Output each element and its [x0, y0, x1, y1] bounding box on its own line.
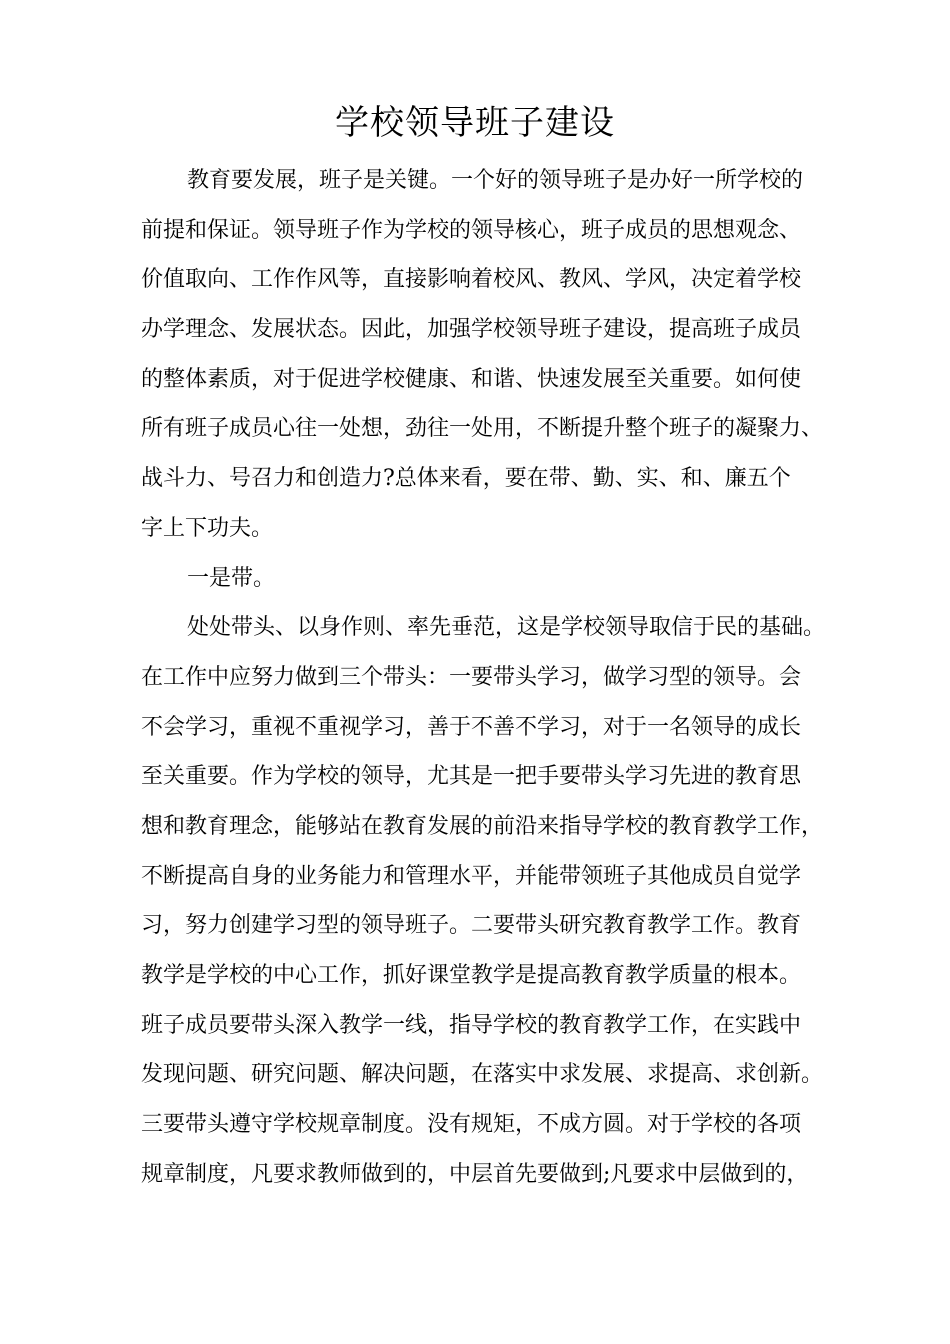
section-heading: 一是带。: [187, 565, 276, 591]
document-body: [141, 156, 831, 1199]
text-line: 办学理念、发展状态。因此，加强学校领导班子建设，提高班子成员: [141, 317, 802, 343]
text-line: 价值取向、工作作风等，直接影响着校风、教风、学风，决定着学校: [141, 267, 802, 293]
text-line: 班子成员要带头深入教学一线，指导学校的教育教学工作，在实践中: [141, 1012, 802, 1038]
text-line: 三要带头遵守学校规章制度。没有规矩，不成方圆。对于学校的各项: [141, 1112, 802, 1138]
text-line: 教学是学校的中心工作，抓好课堂教学是提高教育教学质量的根本。: [141, 963, 802, 988]
text-line: 不断提高自身的业务能力和管理水平，并能带领班子其他成员自觉学: [141, 863, 802, 889]
document-title: 学校领导班子建设: [335, 103, 615, 143]
text-line: 的整体素质，对于促进学校健康、和谐、快速发展至关重要。如何使: [141, 366, 802, 392]
text-line: 习，努力创建学习型的领导班子。二要带头研究教育教学工作。教育: [141, 913, 802, 939]
text-line: 不会学习，重视不重视学习，善于不善不学习，对于一名领导的成长: [141, 714, 802, 740]
text-line: 规章制度，凡要求教师做到的，中层首先要做到;凡要求中层做到的，: [141, 1161, 809, 1187]
text-line: 发现问题、研究问题、解决问题，在落实中求发展、求提高、求创新。: [141, 1062, 824, 1088]
text-line: 字上下功夫。: [141, 515, 274, 541]
text-line: 教育要发展，班子是关键。一个好的领导班子是办好一所学校的: [187, 168, 804, 193]
text-line: 想和教育理念，能够站在教育发展的前沿来指导学校的教育教学工作，: [141, 813, 824, 839]
text-line: 至关重要。作为学校的领导，尤其是一把手要带头学习先进的教育思: [141, 764, 802, 790]
text-line: 战斗力、号召力和创造力?总体来看，要在带、勤、实、和、廉五个: [141, 466, 791, 492]
text-line: 前提和保证。领导班子作为学校的领导核心，班子成员的思想观念、: [141, 217, 802, 243]
text-line: 在工作中应努力做到三个带头：一要带头学习，做学习型的领导。会: [141, 664, 802, 690]
text-line: 所有班子成员心往一处想，劲往一处用，不断提升整个班子的凝聚力、: [141, 416, 824, 442]
text-line: 处处带头、以身作则、率先垂范，这是学校领导取信于民的基础。: [187, 615, 826, 641]
